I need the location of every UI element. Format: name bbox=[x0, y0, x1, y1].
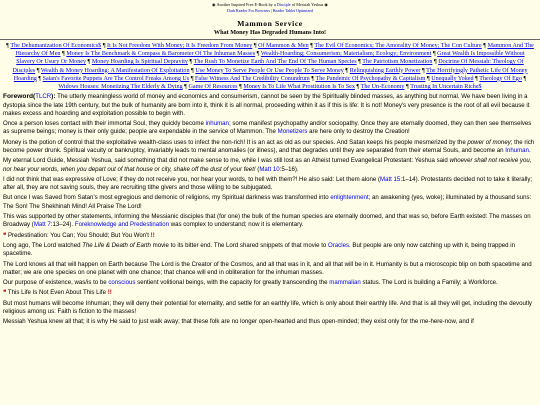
pilcrow-icon: ¶ bbox=[356, 84, 361, 91]
pilcrow-icon: ¶ bbox=[191, 67, 196, 74]
toc-link[interactable]: Great Wealth Is Impossible Without Slavery Or Usury Or Money bbox=[16, 51, 525, 66]
pilcrow-icon: ¶ bbox=[184, 84, 189, 91]
matt-10-link[interactable]: Matt 10 bbox=[259, 165, 280, 173]
mammalian-link[interactable]: mammalian bbox=[329, 279, 361, 287]
toc-link[interactable]: Theology Of Ego bbox=[479, 75, 522, 82]
bullet-icon: ❝ bbox=[3, 231, 7, 239]
pilcrow-icon: ¶ bbox=[239, 84, 244, 91]
subheading-predestination: ❝ Predestination: You Can; You Should; But You Won't !! bbox=[3, 231, 155, 239]
article-body: Foreword(TLCR): The utterly meaningless world of money and economics and consumerism, cannot be seen by the Spiritually blinded masses, as anything but normal. We have been living in a dystopia since the late 19th century, but the bulk of humanity are born into it, think it is all normal, proceeding within it as if this is life: It is not! Money's very presence is the root of all evil because it makes excess and hoarding and exploitation possible to begin with. Once a person loses contact with their immortal Soul, they quickly become inhuman; some manifest psychopathy and/or sociopathy. Once they are eternally doomed, they can then see themselves as supreme beings; money is their only guide; people are expendable in the service of Mammon. The Monetizers are here only to destroy the Creation! Money is the potion of control that the exploitative wealth-class uses to infect the non-rich! It is an act as old as our species. And Satan keeps his people mesmerized by the power of money; the rich become power drunk. Spiritual vacuity or bankruptcy, invariably leads to mental anomalies (or illness), and that degrades until they are separated from their eternal Souls, and become an Inhuman. My eternal Lord Guide, Messiah Yeshua, said something that did not make sense to me, while I was still lost as an Atheist turned Evangelical Protestant: Yeshua said whoever shall not receive you, nor hear your words, when you depart out of that house or city, shake off the dust of your feet! (Matt 10:5–16). I did not think that was expressive of Love; if they do not receive you, nor hear your words, to hell with them?! He also said: Let them alone (Matt 15:1–14). Protestants decided not to take it literally; after all, they are not saving souls, they are recruiting tithe givers and those willing to be subjugated. But once I was Saved from Satan's most egregious and demonic of religions, my Spiritual darkness was transformed into enlightenment; an awakening (yes, woke); illuminated by a thousand suns: The Son! The Shekhinah Mind! All Praise The Lord! This was supported by other statements, informing the Messianic disciples that (for one) the bulk of the human species are eternally doomed, and that was so, before Earth existed: The masses on Broadway (Matt 7:13–24). Foreknowledge and Predestination was complex to understand; now it is elementary. ❝ Predestination: You Can; You Should; But You Won't !! Long ago, The Lord watched The Life & Death of Earth movie to its bitter end. The Lord shared snippets of that movie to Oracles. But people are only now catching up with it, being trapped in spacetime. The Lord knows all that will happen on Earth because The Lord is the Creator of the Cosmos, and all that was in it, and all that will be in it. Humanity is but a microscopic blip on both spacetime and matter; we are one species on one planet with one chance; that chance will end in obliteration for the inhuman masses. Our purpose of existence, was/is to be conscious sentient volitional beings, with the capacity for greatly transcending the mammalian status. The Lord is building a Family; a Workforce. ❝ This Life Is Not Even About This Life !! But most humans will become Inhuman; they will deny their potential for eternality, and settle for an earthly life, which is only about their earthly life. And that is all they will get, including the devoutly religious among us: Faith is fiction to the masses! Messiah Yeshua knew all that; it is why He said to just walk away; that these folk are no longer open-hearted and thus open-minded; they exist only for the me-here-now, and if bbox=[0, 91, 540, 326]
pilcrow-icon: ¶ bbox=[433, 59, 439, 66]
pilcrow-icon: ¶ bbox=[189, 59, 194, 66]
conscious-link[interactable]: conscious bbox=[108, 279, 136, 287]
paragraph-11: But most humans will become Inhuman; they will deny their potential for eternality, and settle for an earthly life, which is only about their earthly life. And that is all they will get, including the devoutly religious among us: Faith is fiction to the masses! bbox=[3, 299, 532, 316]
pilcrow-icon: ¶ bbox=[102, 43, 108, 49]
paragraph-2: Once a person loses contact with their immortal Soul, they quickly become inhuman; some manifest psychopathy and/or sociopathy. Once they are eternally doomed, they can then see themselves as supreme beings; money is their only guide; people are expendable in the service of Mammon. The Monetizers are here only to destroy the Creation! bbox=[3, 120, 532, 136]
monetizers-link[interactable]: Monetizers bbox=[277, 128, 308, 136]
pilcrow-icon: ¶ bbox=[36, 67, 41, 74]
foreknowledge-link[interactable]: Foreknowledge and Predestination bbox=[74, 221, 170, 229]
banner-text-2: of Messiah Yeshua bbox=[291, 2, 324, 7]
pilcrow-icon: ¶ bbox=[358, 59, 363, 66]
toc-link[interactable]: The Horrifyingly Pathetic Life Of Money Hoarding bbox=[13, 67, 528, 82]
inhuman-link[interactable]: inhuman bbox=[205, 120, 229, 128]
toc-link[interactable]: Use Money To Serve People Or Use People To Serve Money bbox=[195, 67, 344, 74]
pilcrow-icon: ¶ bbox=[6, 43, 11, 49]
toc-link[interactable]: False Witness And The Credibility Conundrum bbox=[195, 75, 310, 82]
toc-link[interactable]: Satan's Favorite Puppets Are The Control Freaks Among Us bbox=[42, 75, 190, 82]
toc-link[interactable]: Money Is To Life What Prostitution Is To Sex bbox=[243, 84, 355, 91]
paragraph-8: Long ago, The Lord watched The Life & Death of Earth movie to its bitter end. The Lord shared snippets of that movie to Oracles. But people are only now catching up with it, being trapped in spacetime. bbox=[3, 241, 516, 258]
pilcrow-icon: ¶ bbox=[432, 51, 438, 58]
pilcrow-icon: ¶ bbox=[256, 51, 261, 58]
pilcrow-icon: ¶ bbox=[426, 75, 432, 82]
banner-text: Another Inspired Free E-Book by a bbox=[216, 2, 276, 7]
toc-link[interactable]: Game Of Resources bbox=[188, 84, 238, 91]
toc-link[interactable]: Mammon And The Hierarchy Of Men bbox=[15, 43, 534, 58]
banner-line-2 bbox=[0, 8, 540, 14]
toc-link[interactable]: It Is Not Freedom With Money; It Is Freedom From Money bbox=[107, 43, 253, 49]
pilcrow-icon: ¶ bbox=[62, 51, 67, 58]
pilcrow-icon: ¶ bbox=[475, 75, 480, 82]
pilcrow-icon: ¶ bbox=[523, 75, 527, 82]
book-icon-2: ◉ bbox=[324, 2, 328, 7]
toc-link[interactable]: Money Is The Benchmark & Compass & Barometer Of The Inhuman Masses bbox=[66, 51, 256, 58]
subheading-this-life: ❝ This Life Is Not Even About This Life !! bbox=[3, 289, 112, 297]
page-title: Mammon Service bbox=[237, 19, 303, 28]
oracles-link[interactable]: Oracles bbox=[328, 241, 350, 249]
foreword-heading: Foreword bbox=[3, 93, 34, 101]
disciple-link[interactable]: Disciple bbox=[276, 2, 291, 7]
toc-link[interactable]: Money Hoarding Is Spiritual Depravity bbox=[91, 59, 188, 66]
pilcrow-icon: ¶ bbox=[190, 75, 195, 82]
paragraph-5: I did not think that was expressive of Love; if they do not receive you, nor hear your words, to hell with them?! He also said: Let them alone (Matt 15:1–14). Protestants decided not to take it literally; after all, they are not saving souls, they are recruiting tithe givers and those willing to be subjugated. bbox=[3, 175, 533, 192]
inhuman-link-2[interactable]: Inhuman bbox=[505, 147, 529, 154]
pilcrow-icon: ¶ bbox=[311, 75, 316, 82]
paragraph-12: Messiah Yeshua knew all that; it is why He said to just walk away; that these folk are no longer open-hearted and thus open-minded; they exist only for the me-here-now, and if bbox=[3, 318, 474, 326]
toc-link[interactable]: Trusting In Uncertain Riche$ bbox=[410, 84, 482, 91]
toc-link[interactable]: Unequally Yoked bbox=[431, 75, 474, 82]
top-banner bbox=[0, 0, 540, 14]
pilcrow-icon: ¶ bbox=[310, 43, 315, 49]
pilcrow-icon: ¶ bbox=[87, 59, 92, 66]
pilcrow-icon: ¶ bbox=[253, 43, 259, 49]
pilcrow-icon: ¶ bbox=[38, 75, 43, 82]
matt-7-link[interactable]: Matt 7 bbox=[33, 221, 51, 229]
toc-link[interactable]: Wealth-Hoarding; Consumerism; Materialism; Ecology; Environment bbox=[260, 51, 432, 58]
tlcr-link[interactable]: TLCR bbox=[35, 93, 52, 101]
pilcrow-icon: ¶ bbox=[483, 43, 488, 49]
paragraph-1: The utterly meaningless world of money and economics and consumerism, cannot be seen by the Spiritually blinded masses, as anything but normal. We have been living in a dystopia since the late 19th century, but the bulk of humanity are born into it, think it is all normal, proceeding within it as if this is life: It is not! Money's very presence is the root of all evil because it makes excess and hoarding and exploitation possible to begin with. bbox=[3, 93, 530, 117]
matt-15-link[interactable]: Matt 15 bbox=[380, 175, 401, 183]
toc-link[interactable]: The Evil Of Economics; The Amorality Of Money; The Con Culture bbox=[314, 43, 482, 49]
paragraph-4: My eternal Lord Guide, Messiah Yeshua, said something that did not make sense to me, while I was still lost as an Atheist turned Evangelical Protestant: Yeshua said whoever shall not receive you, nor hear your words, when you depart out of that house or city, shake off the dust of your feet! (Matt 10:5–16). bbox=[3, 157, 532, 173]
book-icon: ◉ bbox=[212, 2, 216, 7]
reader-links[interactable]: Dark Reader For Browsers | Reader Tablet Optimized bbox=[227, 8, 313, 13]
enlightenment-link[interactable]: enlightenment bbox=[330, 194, 369, 202]
toc-link[interactable]: Relinquishing Earthly Power bbox=[349, 67, 421, 74]
page-subtitle: What Money Has Degraded Humans Into! bbox=[213, 29, 327, 36]
pilcrow-icon: ¶ bbox=[345, 67, 350, 74]
paragraph-7: This was supported by other statements, informing the Messianic disciples that (for one) the bulk of the human species are eternally doomed, and that was so, before Earth existed: The masses on Broadway (Matt 7:13–24). Foreknowledge and Predestination was complex to understand; now it is elementary. bbox=[3, 213, 531, 229]
paragraph-6: But once I was Saved from Satan's most egregious and demonic of religions, my Spiritual darkness was transformed into enlightenment; an awakening (yes, woke); illuminated by a thousand suns: The Son! The Shekhinah Mind! All Praise The Lord! bbox=[3, 194, 532, 210]
toc-link[interactable]: The Dehumanization Of Economics$ bbox=[10, 43, 102, 49]
toc-link[interactable]: Widows Houses: Monetizing The Elderly & Dying bbox=[58, 84, 183, 91]
pilcrow-icon: ¶ bbox=[421, 67, 427, 74]
bullet-icon-2: ❝ bbox=[3, 289, 7, 297]
toc-link[interactable]: The Un-Economy bbox=[360, 84, 405, 91]
toc-link[interactable]: The Pandemic Of Psychopathy & Capitalism bbox=[315, 75, 426, 82]
pilcrow-icon: ¶ bbox=[406, 84, 411, 91]
toc-link[interactable]: Of Mammon & Men bbox=[258, 43, 309, 49]
toc-link[interactable]: The Patriotism Monetization bbox=[362, 59, 433, 66]
paragraph-3: Money is the potion of control that the exploitative wealth-class uses to infect the non-rich! It is an act as old as our species. And Satan keeps his people mesmerized by the power of money; the rich become power drunk. Spiritual vacuity or bankruptcy, invariably leads to mental anomalies (or illness), and that degrades until they are separated from their eternal Souls, and become an Inhuman. bbox=[3, 138, 535, 154]
table-of-contents bbox=[0, 40, 540, 91]
paragraph-10: Our purpose of existence, was/is to be conscious sentient volitional beings, with the capacity for greatly transcending the mammalian status. The Lord is building a Family; a Workforce. bbox=[3, 279, 498, 287]
paragraph-9: The Lord knows all that will happen on Earth because The Lord is the Creator of the Cosmos, and all that was in it, and all that will be in it. Humanity is but a microscopic blip on both spacetime and matter; we are one species on one planet with one chance; that chance will end in obliteration for the inhuman masses. bbox=[3, 260, 532, 276]
toc-link[interactable]: Wealth & Money Hoarding: A Manifestation Of Exploitation bbox=[40, 67, 190, 74]
toc-link[interactable]: The Rush To Monetize Earth And The End Of The Human Species bbox=[193, 59, 357, 66]
toc-link[interactable]: Doctrine Of Messiah: Theology Of Disciples bbox=[12, 59, 524, 74]
